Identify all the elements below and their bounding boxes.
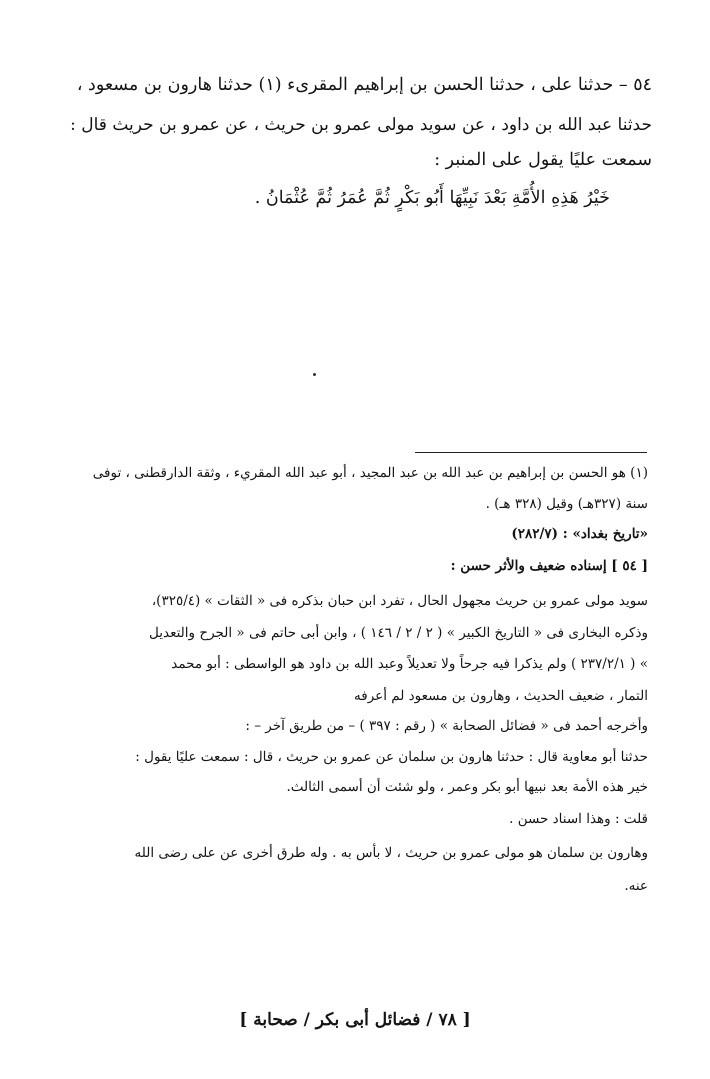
main-text-line: حدثنا عبد الله بن داود ، عن سويد مولى عمرو بن حريث ، عن عمرو بن حريث قال : — [70, 115, 652, 135]
footnote-line: عنه. — [624, 878, 648, 894]
footnote-line: (١) هو الحسن بن إبراهيم بن عبد الله بن عبد المجيد ، أبو عبد الله المقريء ، وثقة الدارقطنى ، توفى — [92, 465, 648, 481]
footnote-line: وذكره البخارى فى « التاريخ الكبير » ( ٢ / ٢ / ١٤٦ ) ، وابن أبى حاتم فى « الجرح والتعديل — [149, 625, 648, 641]
main-text-line: سمعت عليًا يقول على المنبر : — [434, 150, 652, 170]
footnote-separator — [415, 452, 647, 453]
footnote-line: حدثنا أبو معاوية قال : حدثنا هارون بن سلمان عن عمرو بن حريث ، قال : سمعت عليًا يقول : — [135, 749, 648, 765]
footnote-line: التمار ، ضعيف الحديث ، وهارون بن مسعود لم أعرفه — [354, 688, 648, 704]
footnote-line: » ( ٢٣٧/٢/١ ) ولم يذكرا فيه جرحاً ولا تعديلاً وعبد الله بن داود هو الواسطى : أبو محمد — [171, 656, 648, 672]
footnote-reference: «تاريخ بغداد» : (٢٨٢/٧) — [511, 526, 648, 542]
main-text-line: ٥٤ – حدثنا على ، حدثنا الحسن بن إبراهيم المقرىء (١) حدثنا هارون بن مسعود ، — [76, 75, 652, 95]
footnote-line: سنة (٣٢٧هـ) وقيل (٣٢٨ هـ) . — [485, 496, 648, 512]
footnote-heading: [ ٥٤ ] إسناده ضعيف والأثر حسن : — [450, 558, 648, 574]
footnote-line: وهارون بن سلمان هو مولى عمرو بن حريث ، لا بأس به . وله طرق أخرى عن على رضى الله — [134, 845, 648, 861]
footnote-line: سويد مولى عمرو بن حريث مجهول الحال ، تفرد ابن حبان بذكره فى « الثقات » (٣٢٥/٤)، — [151, 593, 648, 609]
footnote-line: خير هذه الأمة بعد نبيها أبو بكر وعمر ، ولو شئت أن أسمى الثالث. — [286, 779, 648, 795]
stray-mark — [313, 373, 316, 376]
page-footer: [ ٧٨ / فضائل أبى بكر / صحابة ] — [239, 1010, 471, 1030]
footnote-line: قلت : وهذا اسناد حسن . — [509, 811, 648, 827]
hadith-text: خَيْرُ هَذِهِ الأُمَّةِ بَعْدَ نَبِيِّهَا أَبُو بَكْرٍ ثُمَّ عُمَرُ ثُمَّ عُثْمَانُ . — [254, 188, 610, 208]
footnote-line: وأخرجه أحمد فى « فضائل الصحابة » ( رقم : ٣٩٧ ) – من طريق آخر – : — [245, 718, 648, 734]
